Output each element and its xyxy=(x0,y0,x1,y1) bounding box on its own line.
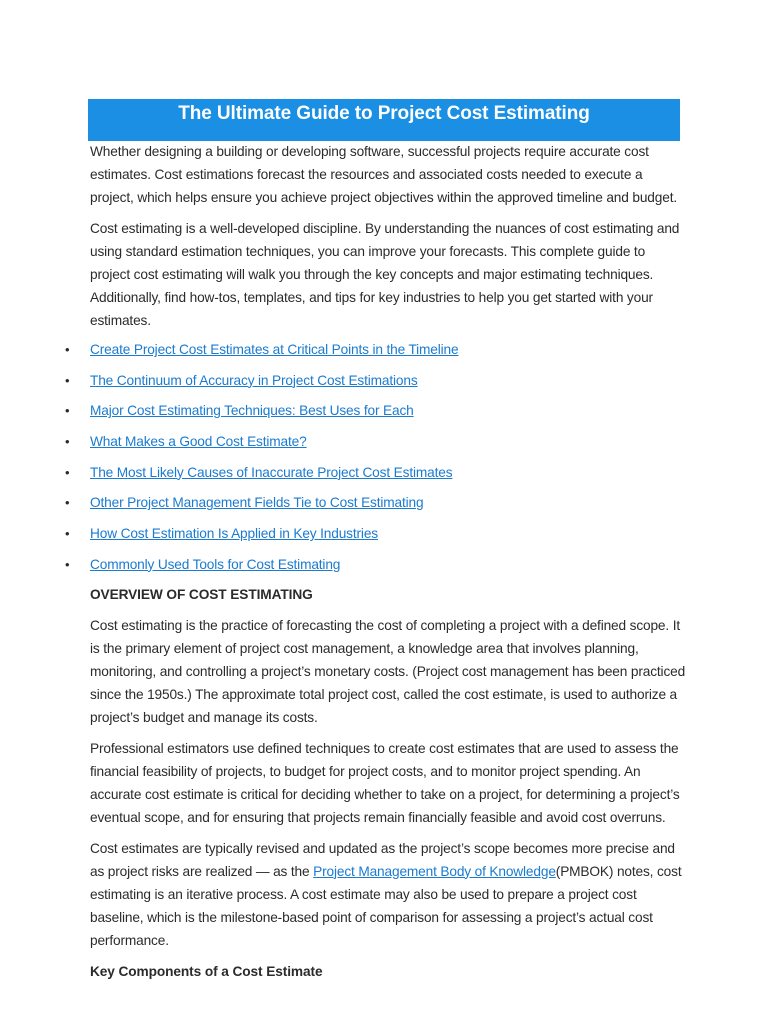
page-title: The Ultimate Guide to Project Cost Estimating xyxy=(178,103,590,124)
table-of-contents xyxy=(65,338,686,584)
bullet-icon: • xyxy=(65,403,70,419)
key-components-heading: Key Components of a Cost Estimate xyxy=(90,963,323,979)
bullet-icon: • xyxy=(65,372,70,388)
toc-link-continuum-accuracy[interactable]: The Continuum of Accuracy in Project Cost Estimations xyxy=(90,372,418,388)
toc-item xyxy=(65,399,686,430)
pmbok-link[interactable]: Project Management Body of Knowledge xyxy=(313,863,556,879)
toc-link-major-techniques[interactable]: Major Cost Estimating Techniques: Best Uses for Each xyxy=(90,403,414,419)
toc-item xyxy=(65,430,686,461)
bullet-icon: • xyxy=(65,495,70,511)
overview-heading: OVERVIEW OF COST ESTIMATING xyxy=(90,586,313,602)
intro-paragraph-2: Cost estimating is a well-developed discipline. By understanding the nuances of cost estimating and using standard estimation techniques, you can improve your forecasts. This complete guide to project cost estimating will walk you through the key concepts and major estimating techniques. Additionally, find how-tos, templates, and tips for key industries to help you get started with your estimates. xyxy=(90,221,680,328)
toc-link-key-industries[interactable]: How Cost Estimation Is Applied in Key Industries xyxy=(90,526,378,542)
title-banner xyxy=(88,99,680,141)
toc-link-critical-points[interactable]: Create Project Cost Estimates at Critical Points in the Timeline xyxy=(90,342,459,357)
overview-paragraph-2: Professional estimators use defined techniques to create cost estimates that are used to assess the financial feasibility of projects, to budget for project costs, and to monitor project spending. An accurate cost estimate is critical for deciding whether to take on a project, for determining a project’s eventual scope, and for ensuring that projects remain financially feasible and avoid cost overruns. xyxy=(90,740,680,825)
toc-link-inaccurate-causes[interactable]: The Most Likely Causes of Inaccurate Project Cost Estimates xyxy=(90,464,453,480)
bullet-icon: • xyxy=(65,464,70,480)
toc-item xyxy=(65,338,686,369)
overview-paragraph-3-text-end: (PMBOK) notes, cost estimating is an iterative process. A cost estimate may also be used to prepare a project cost baseline, which is the milestone-based point of comparison for assessing a project’s actual cost performance. xyxy=(90,863,682,948)
overview-paragraph-1: Cost estimating is the practice of forecasting the cost of completing a project with a defined scope. It is the primary element of project cost management, a knowledge area that involves planning, monitoring, and controlling a project’s monetary costs. (Project cost management has been practiced since the 1950s.) The approximate total project cost, called the cost estimate, is used to authorize a project’s budget and manage its costs. xyxy=(90,617,686,725)
toc-link-good-estimate[interactable]: What Makes a Good Cost Estimate? xyxy=(90,434,307,450)
bullet-icon: • xyxy=(65,556,70,572)
overview-paragraph-3 xyxy=(90,837,686,952)
intro-paragraph-1: Whether designing a building or developing software, successful projects require accurate cost estimates. Cost estimations forecast the resources and associated costs needed to execute a project, which helps ensure you achieve project objectives within the approved timeline and budget. xyxy=(90,144,677,205)
overview-paragraph-3-text-start: Cost estimates are typically revised and updated as the project’s scope becomes more precise and as project risks are realized — as the xyxy=(90,840,675,879)
bullet-icon: • xyxy=(65,434,70,450)
toc-item xyxy=(65,491,686,522)
toc-item xyxy=(65,369,686,400)
toc-item xyxy=(65,522,686,553)
toc-item xyxy=(65,461,686,492)
bullet-icon: • xyxy=(65,342,70,357)
document-body xyxy=(65,140,686,983)
bullet-icon: • xyxy=(65,526,70,542)
toc-link-other-fields[interactable]: Other Project Management Fields Tie to Cost Estimating xyxy=(90,495,424,511)
toc-item xyxy=(65,553,686,584)
toc-link-tools[interactable]: Commonly Used Tools for Cost Estimating xyxy=(90,556,341,572)
